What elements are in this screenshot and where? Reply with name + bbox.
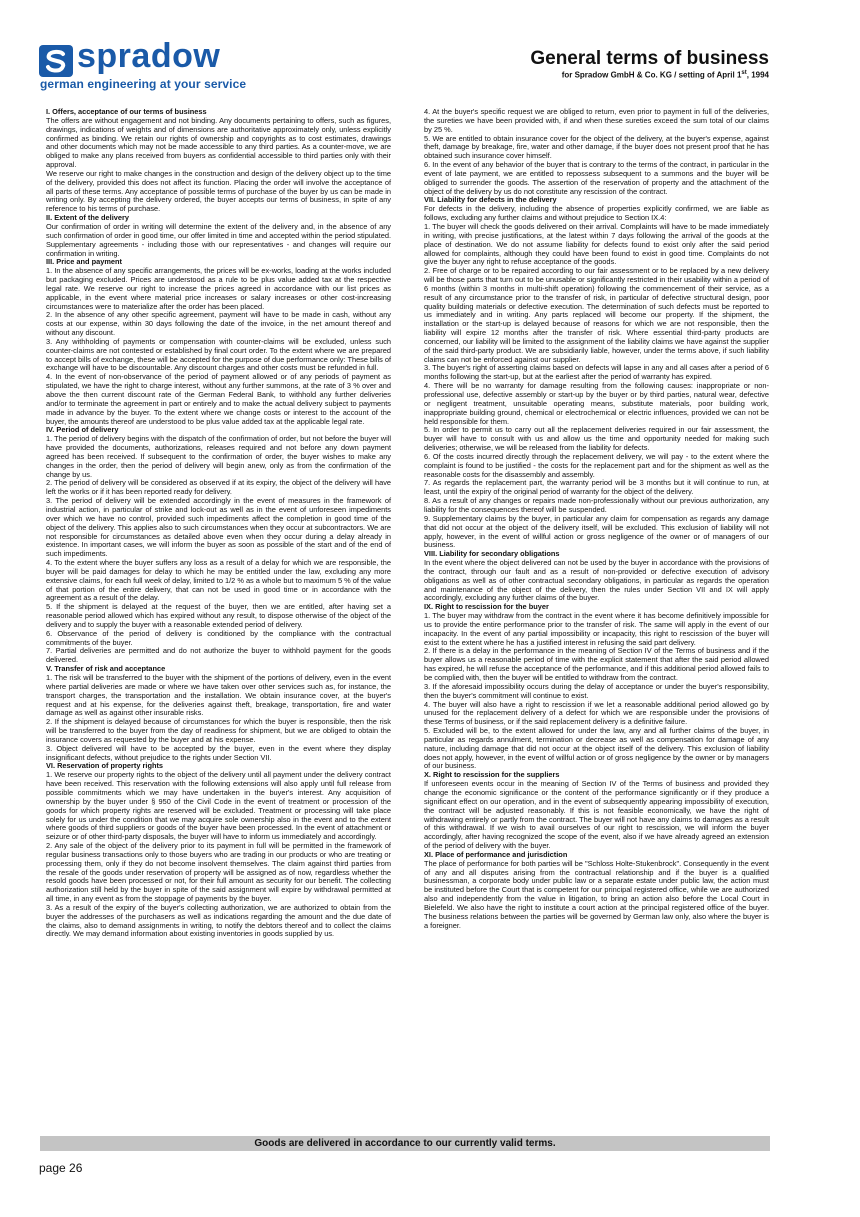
paragraph: 1. We reserve our property rights to the object of the delivery until all payment under the delivery contract have been received. This reservation with the following extensions will also apply until full release from possible commitments which we may have undertaken in the buyer's interest. Any acquisition of ownership by the buyer under § 950 of the Civil Code in the event of treatment or procession of the goods for which property rights are reserved will be excluded. Treatment or processing will take place solely for us under the condition that we may acquire sole ownership also in the event and to the extent where goods of third suppliers or goods of the buyer have been processed. In the event of attachment or seizure or of other third-party disposals, the buyer will have to inform us immediately and accordingly. [46,770,391,842]
paragraph: Our confirmation of order in writing will determine the extent of the delivery and, in the absence of any such confirmation of order in good time, our offer limited in time and accepted within the period stipulated. Supplementary agreements - including those with our representatives - and changes will require our confirmation in writing. [46,221,391,258]
paragraph: The place of performance for both parties will be "Schloss Holte-Stukenbrock". Consequently in the event of any and all disputes arising from the contractual relationship and if the buyer is a qualified businessman, a corporate body under public law or a separate estate under public law, the action must be instituted before the Court that is competent for our principal registered office, while we are authorized also and independently from the value in litigation, to bring an action also before the Local Court in Bielefeld. We also have the right to institute a court action at the principal registered office of the buyer. The business relations between the parties will be governed by German law only, also where the buyer is a foreigner. [424,858,769,930]
footer-banner: Goods are delivered in accordance to our currently valid terms. [40,1136,770,1151]
section-heading: VII. Liability for defects in the delivery [424,195,557,205]
logo-tagline: german engineering at your service [40,77,247,91]
paragraph: 4. There will be no warranty for damage resulting from the following causes: inappropriate or non-professional use, defective assembly or start-up by the buyer or by third parties, natural wear, defective or negligent treatment, unsuitable operating means, substitute materials, poor building work, inappropriate building ground, chemical or electrochemical or electric influences, provided we can not be held responsible for them. [424,381,769,426]
page-number: page 26 [39,1161,83,1175]
section-heading: V. Transfer of risk and acceptance [46,664,166,674]
paragraph: We reserve our right to make changes in the construction and design of the delivery object up to the time of the delivery, provided this does not affect its function. Placing the order will involve the acceptance of all parts of these terms. Any acceptance of possible terms of purchase of the buyer by us can be made in writing only. By accepting the delivery ordered, the buyer accepts our terms of business, in spite of any reference to his terms of purchase. [46,168,391,214]
paragraph: 4. In the event of non-observance of the period of payment allowed or of any periods of payment as stipulated, we have the right to charge interest, without any further summons, at the rate of 3 % over and above the then current discount rate of the German Federal Bank, to withhold any further deliveries and/or to terminate the agreement in part or entirely and to make the actual delivery subject to payments made in advance by the buyer. To the extent where we change costs or interest to the account of the buyer, the amounts thereof are understood to be plus value added tax at the applicable legal rate. [46,372,391,426]
company-logo [39,37,299,92]
paragraph: 2. If there is a delay in the performance in the meaning of Section IV of the Terms of business and if the buyer allows us a reasonable period of time with the explicit statement that after the said period allowed has expired, he will refuse the acceptance of the performance, and if this additional period allowed fails to be complied with, then the buyer will be entitled to withdraw from the contract. [424,646,769,682]
paragraph: 2. Free of charge or to be repaired according to our fair assessment or to be replaced by a new delivery will be those parts that turn out to be unusable or significantly restricted in their usability within a period of 6 months (within 3 months in multi-shift operation) following the commencement of their service, as a result of any circumstance prior to the transfer of risk, in particular of defective structural design, poor quality building materials or defective execution. The determination of such defects must be reported to us immediately and in writing. Any parts replaced will become our property. If the shipment, the installation or the start-up is delayed because of reasons for which we are not responsible, then the liability will expire 12 months after the transfer of risk. Where essential third-party products are concerned, our liability will be limited to the assignment of the liability claims we have against the supplier of the said third-party product. We are subsidiarily liable, however, under the terms above, if such liability claims can not be enforced against our supplier. [424,266,769,364]
paragraph: 3. Object delivered will have to be accepted by the buyer, even in the event where they display insignificant defects, without prejudice to the rights under Section VII. [46,743,391,762]
spradow-logo-icon [39,45,73,77]
paragraph: 5. If the shipment is delayed at the request of the buyer, then we are entitled, after having set a reasonable period allowed which has expired without any result, to dispose otherwise of the object of the delivery and to supply the buyer with a reasonable extended period of delivery. [46,602,391,629]
section-heading: XI. Place of performance and jurisdiction [424,849,568,859]
section-heading: VIII. Liability for secondary obligations [424,549,560,559]
paragraph: 7. As regards the replacement part, the warranty period will be 3 months but it will continue to run, at least, until the expiry of the original period of warranty for the object of the delivery. [424,478,769,497]
paragraph: 3. The period of delivery will be extended accordingly in the event of measures in the framework of industrial action, in particular of strike and lock-out as well as in the event of unforeseen impediments over which we have no control, provided such impediments affect the completion in good time of the object of the delivery. This applies also to such circumstances when they occur at subcontractors. We are not responsible for circumstances as detailed above even when they occur during a delay already in existence. In important cases, we will inform the buyer as soon as possible of the start and of the end of such impediments. [46,496,391,559]
paragraph: The offers are without engagement and not binding. Any documents pertaining to offers, such as figures, drawings, indications of weights and of dimensions are authoritative approximately only, unless explicitly confirmed as binding. We retain our rights of ownership and copyrights as to cost estimates, drawings and other documents which may not be made accessible to any third parties. As a counter-move, we are obliged to make any plans received from buyers as confidential accessible to third parties only with their approval. [46,115,391,170]
section-heading: VI. Reservation of property rights [46,761,164,771]
paragraph: 5. Excluded will be, to the extent allowed for under the law, any and all further claims of the buyer, in particular as regards annulment, termination or decrease as well as compensation for damage of any nature, including damage that did not occur at the object itself of the delivery. This exclusion of liability does not apply, however, in the event of willful action or of gross negligence by the owner or by managers of our business. [424,726,769,771]
paragraph: 1. In the absence of any specific arrangements, the prices will be ex-works, loading at the works included but packaging excluded. Prices are understood as a rule to be plus value added tax at the respective legal rate. We reserve our right to increase the prices agreed in accordance with our list prices as applicable, in the event where material price increases or salary increases or other cost-increasing circumstances were to materialize after the order has been placed. [46,266,391,311]
paragraph: 3. Any withholding of payments or compensation with counter-claims will be excluded, unless such counter-claims are not contested or established by final court order. To the extent where we are prepared to accept bills of exchange, these will be accepted for the purpose of due performance only: These bills of exchange will have to be discountable. Any discount charges and other costs must be refunded in full. [46,336,391,373]
paragraph: 3. The buyer's right of asserting claims based on defects will lapse in any and all cases after a period of 6 months following the start-up, but at the earliest after the period of warranty has expired. [424,363,769,382]
paragraph: 1. The period of delivery begins with the dispatch of the confirmation of order, but not before the buyer will have provided the documents, authorizations, releases required and not before any down payment agreed has been received. If subsequent to the confirmation of order, the buyer wishes to make any changes in the order, then the period of delivery will begin anew, only as from the confirmation of the change by us. [46,434,391,479]
paragraph: 8. As a result of any changes or repairs made non-professionally without our previous authorization, any liability for the consequences thereof will be suspended. [424,496,769,514]
paragraph: For defects in the delivery, including the absence of properties explicitly confirmed, we are liable as follows, excluding any further claims and without prejudice to Section IX.4: [424,204,769,223]
section-heading: X. Right to rescission for the suppliers [424,770,560,780]
paragraph: 6. Of the costs incurred directly through the replacement delivery, we will pay - to the extent where the complaint is found to be justified - the costs for the replacement part and for the shipment as well as the reasonable costs for the disassembly and assembly. [424,451,769,479]
paragraph: If unforeseen events occur in the meaning of Section IV of the Terms of business and provided they change the economic significance or the content of the performance significantly or if they produce a significant effect on our operation, and in the event of subsequently appearing impossibility of execution, the contract will be adjusted reasonably. If this is not feasible economically, we have the right of withdrawing entirely or partly from the contract. The buyer will not have any claims to damages as a result of this withdrawal. If we wish to avail ourselves of our right to rescission, we will inform the buyer accordingly, after having recognized the scope of the event, also if we have already agreed an extension of the period of delivery with the buyer. [424,779,769,851]
subtitle-ordinal: st [741,70,747,76]
paragraph: 4. The buyer will also have a right to rescission if we let a reasonable additional period allowed go by unused for the replacement delivery of a defect for which we are responsible under the provisions of these Terms of business, or if the said replacement delivery is a definitive failure. [424,699,769,727]
paragraph: 1. The buyer will check the goods delivered on their arrival. Complaints will have to be made immediately in writing, with precise justifications, at the latest within 7 days following the arrival of the goods at the place of destination. We do not assume liability for defects found to exist only after the said period allowed for complaints, although they could have been found to exist in good time. Complaints do not give the buyer any right to refuse acceptance of the goods. [424,221,769,267]
subtitle-year: , 1994 [746,70,769,80]
section-heading: I. Offers, acceptance of our terms of business [46,107,207,116]
paragraph: 3. As a result of the expiry of the buyer's collecting authorization, we are authorized to obtain from the buyer the addresses of the purchasers as well as indications regarding the amount and the due date of the claims, also to demand assignments in writing, to notify the debtors thereof and to collect the claims directly. We may demand information about existing inventories in goods supplied by us. [46,902,391,939]
paragraph: 2. The period of delivery will be considered as observed if at its expiry, the object of the delivery will have left the works or if it has been reported ready for delivery. [46,478,391,497]
paragraph: 7. Partial deliveries are permitted and do not authorize the buyer to withhold payment for the goods delivered. [46,646,391,665]
terms-column-left [46,108,391,939]
section-heading: III. Price and payment [46,257,122,267]
paragraph: 9. Supplementary claims by the buyer, in particular any claim for compensation as regards any damage that did not occur at the object of the delivery itself, will be excluded. This exclusion of liability will not apply, however, in the event of willful action or gross negligence of the owner or of managers of our business. [424,513,769,550]
section-heading: IX. Right to rescission for the buyer [424,602,549,612]
paragraph: 2. Any sale of the object of the delivery prior to its payment in full will be permitted in the framework of regular business transactions only to those buyers who are trading in our products or who are treating or processing them, only if they do not become insolvent themselves. The claim against third parties from the resale of the goods under reservation of property will be assigned as of now, regardless whether the resold goods have been processed or not, for their full amount as security for our benefit. The collecting authorization still held by the buyer in spite of the said assignment will expire by withdrawal permitted at all time, in any event as from the stoppage of payments by the buyer. [46,841,391,904]
document-subtitle [562,70,769,80]
section-heading: IV. Period of delivery [46,425,119,435]
paragraph: 5. In order to permit us to carry out all the replacement deliveries required in our fair assessment, the buyer will have to consult with us and allow us the time and opportunity needed for making such deliveries; otherwise, we will be released from the liability for defects. [424,425,769,453]
paragraph: 6. Observance of the period of delivery is conditioned by the compliance with the contractual commitments of the buyer. [46,628,391,647]
paragraph: 1. The risk will be transferred to the buyer with the shipment of the portions of delivery, even in the event where partial deliveries are made or where we have taken over other services such as, for instance, the transport charges, the transportation and the installation. We obtain insurance cover, at the buyer's request and at his expense, for the deliveries against theft, breakage, transportation, fire and water damage as well as against other insurable risks. [46,673,391,718]
paragraph: 4. At the buyer's specific request we are obliged to return, even prior to payment in full of the deliveries, the sureties we have been provided with, if and when these sureties exceed the sum total of our claims by 25 %. [424,107,769,134]
paragraph: 3. If the aforesaid impossibility occurs during the delay of acceptance or under the buyer's responsibility, then the buyer's commitment will continue to exist. [424,681,769,700]
terms-column-right [424,108,769,930]
paragraph: In the event where the object delivered can not be used by the buyer in accordance with the provisions of the contract, through our fault and as a result of non-provided or defective execution of advisory obligations as well as of other contractual secondary obligations, in particular as regards the operation and maintenance of the object of the delivery, then the rules under Section VII and IX will apply accordingly, excluding any further claims of the buyer. [424,558,769,603]
paragraph: 6. In the event of any behavior of the buyer that is contrary to the terms of the contract, in particular in the event of late payment, we are entitled to repossess subsequent to a summons and the buyer will be obliged to surrender the goods. The assertion of the reservation of property and the attachment of the object of the delivery by us do not constitute any rescission of the contract. [424,160,769,196]
paragraph: 5. We are entitled to obtain insurance cover for the object of the delivery, at the buyer's expense, against theft, damage by breakage, fire, water and other damage, if the buyer does not present proof that he has obtained such insurance cover himself. [424,133,769,161]
paragraph: 4. To the extent where the buyer suffers any loss as a result of a delay for which we are responsible, the buyer will be paid damages for delay to which he may be entitled under the law, excluding any more extensive claims, for each full week of delay, limited to 1/2 % as a whole but to maximum 5 % of the value of that portion of the entire delivery, that can not be used in good time or in accordance with the agreement as a result of the delay. [46,558,391,603]
logo-wordmark: spradow [77,37,221,75]
paragraph: 1. The buyer may withdraw from the contract in the event where it has become definitively impossible for us to provide the entire performance prior to the transfer of risk. The same will apply in the event of our incapacity. In the event of any partial impossibility or incapacity, this right to rescission of the buyer will exist to the extent where he has a justified interest in refusing the said part delivery. [424,611,769,647]
section-heading: II. Extent of the delivery [46,213,129,223]
paragraph: 2. If the shipment is delayed because of circumstances for which the buyer is responsible, then the risk will be transferred to the buyer from the day of readiness for shipment, but we are obliged to obtain the insurance covers as requested by the buyer and at his expense. [46,717,391,744]
subtitle-text: for Spradow GmbH & Co. KG / setting of April 1 [561,70,742,80]
document-title: General terms of business [530,48,769,69]
paragraph: 2. In the absence of any other specific agreement, payment will have to be made in cash, without any costs at our expense, within 30 days following the date of the invoice, in the net amount thereof and without any discount. [46,310,391,338]
